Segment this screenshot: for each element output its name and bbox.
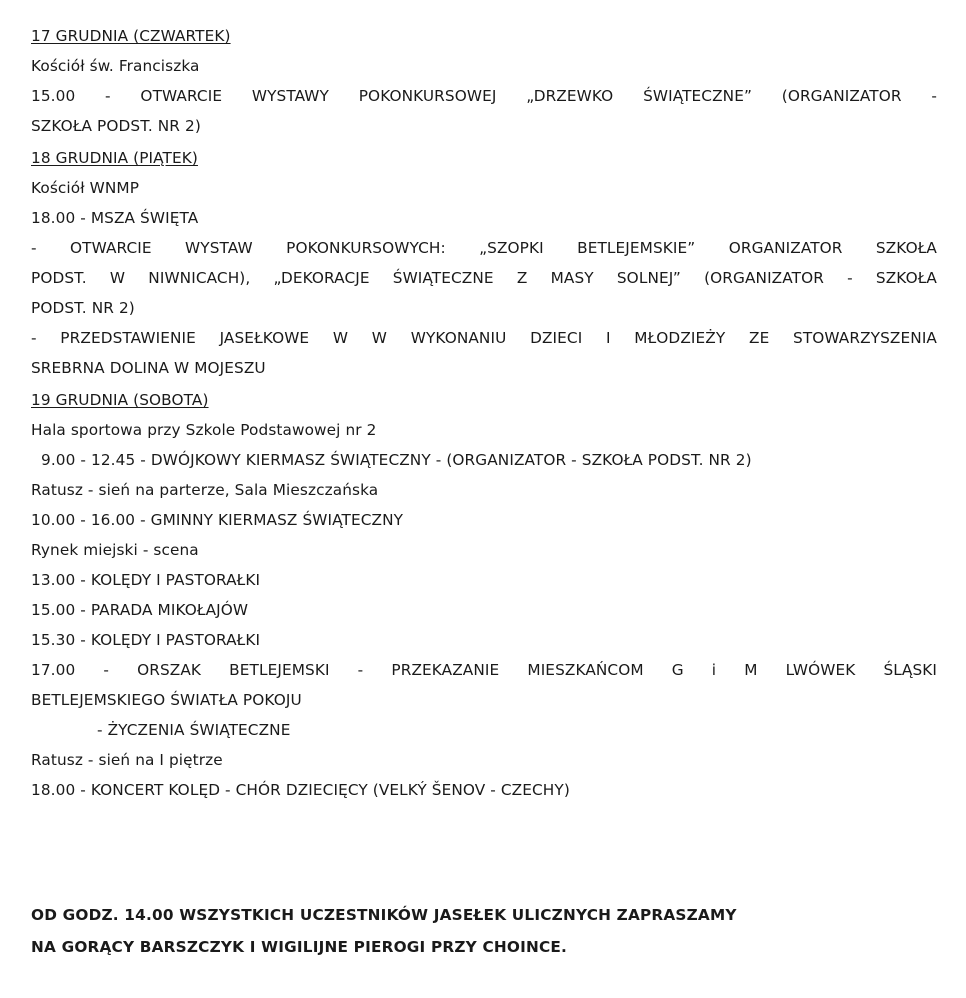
day3-event6-line1: 17.00 - ORSZAK BETLEJEMSKI - PRZEKAZANIE MIESZKAŃCOM G i M LWÓWEK ŚLĄSKI bbox=[31, 661, 937, 679]
day3-event1: 9.00 - 12.45 - DWÓJKOWY KIERMASZ ŚWIĄTECZNY - (ORGANIZATOR - SZKOŁA PODST. NR 2) bbox=[41, 451, 752, 469]
day2-nativity-line2: SREBRNA DOLINA W MOJESZU bbox=[31, 359, 266, 377]
day3-event6-line2: BETLEJEMSKIEGO ŚWIATŁA POKOJU bbox=[31, 691, 302, 709]
day3-event3: 13.00 - KOLĘDY I PASTORAŁKI bbox=[31, 571, 261, 589]
day1-date-heading: 17 GRUDNIA (CZWARTEK) bbox=[31, 27, 231, 45]
day3-date-heading: 19 GRUDNIA (SOBOTA) bbox=[31, 391, 209, 409]
day3-place4: Ratusz - sień na I piętrze bbox=[31, 751, 223, 769]
day2-nativity-line1: - PRZEDSTAWIENIE JASEŁKOWE W W WYKONANIU DZIECI I MŁODZIEŻY ZE STOWARZYSZENIA bbox=[31, 329, 937, 347]
invitation-line2: NA GORĄCY BARSZCZYK I WIGILIJNE PIEROGI PRZY CHOINCE. bbox=[31, 938, 568, 956]
day1-place: Kościół św. Franciszka bbox=[31, 57, 200, 75]
day2-mass: 18.00 - MSZA ŚWIĘTA bbox=[31, 209, 199, 227]
day2-date-heading: 18 GRUDNIA (PIĄTEK) bbox=[31, 149, 198, 167]
day3-event6-sub: - ŻYCZENIA ŚWIĄTECZNE bbox=[97, 721, 291, 739]
invitation-line1: OD GODZ. 14.00 WSZYSTKICH UCZESTNIKÓW JASEŁEK ULICZNYCH ZAPRASZAMY bbox=[31, 906, 737, 924]
closing-invitation bbox=[31, 905, 937, 969]
day1-event-line2: SZKOŁA PODST. NR 2) bbox=[31, 117, 201, 135]
day3-place3: Rynek miejski - scena bbox=[31, 541, 199, 559]
day3-event5: 15.30 - KOLĘDY I PASTORAŁKI bbox=[31, 631, 261, 649]
day3-place1: Hala sportowa przy Szkole Podstawowej nr 2 bbox=[31, 421, 377, 439]
day1-event-line1: 15.00 - OTWARCIE WYSTAWY POKONKURSOWEJ „DRZEWKO ŚWIĄTECZNE” (ORGANIZATOR - bbox=[31, 87, 937, 105]
day3-event2: 10.00 - 16.00 - GMINNY KIERMASZ ŚWIĄTECZNY bbox=[31, 511, 404, 529]
program-document bbox=[31, 26, 937, 810]
day2-exhibit-line1: - OTWARCIE WYSTAW POKONKURSOWYCH: „SZOPKI BETLEJEMSKIE” ORGANIZATOR SZKOŁA bbox=[31, 239, 937, 257]
day3-place2: Ratusz - sień na parterze, Sala Mieszczańska bbox=[31, 481, 379, 499]
day2-place: Kościół WNMP bbox=[31, 179, 140, 197]
day2-exhibit-line2: PODST. W NIWNICACH), „DEKORACJE ŚWIĄTECZNE Z MASY SOLNEJ” (ORGANIZATOR - SZKOŁA bbox=[31, 269, 937, 287]
day2-exhibit-line3: PODST. NR 2) bbox=[31, 299, 135, 317]
day3-event7: 18.00 - KONCERT KOLĘD - CHÓR DZIECIĘCY (VELKÝ ŠENOV - CZECHY) bbox=[31, 781, 570, 799]
day3-event4: 15.00 - PARADA MIKOŁAJÓW bbox=[31, 601, 249, 619]
